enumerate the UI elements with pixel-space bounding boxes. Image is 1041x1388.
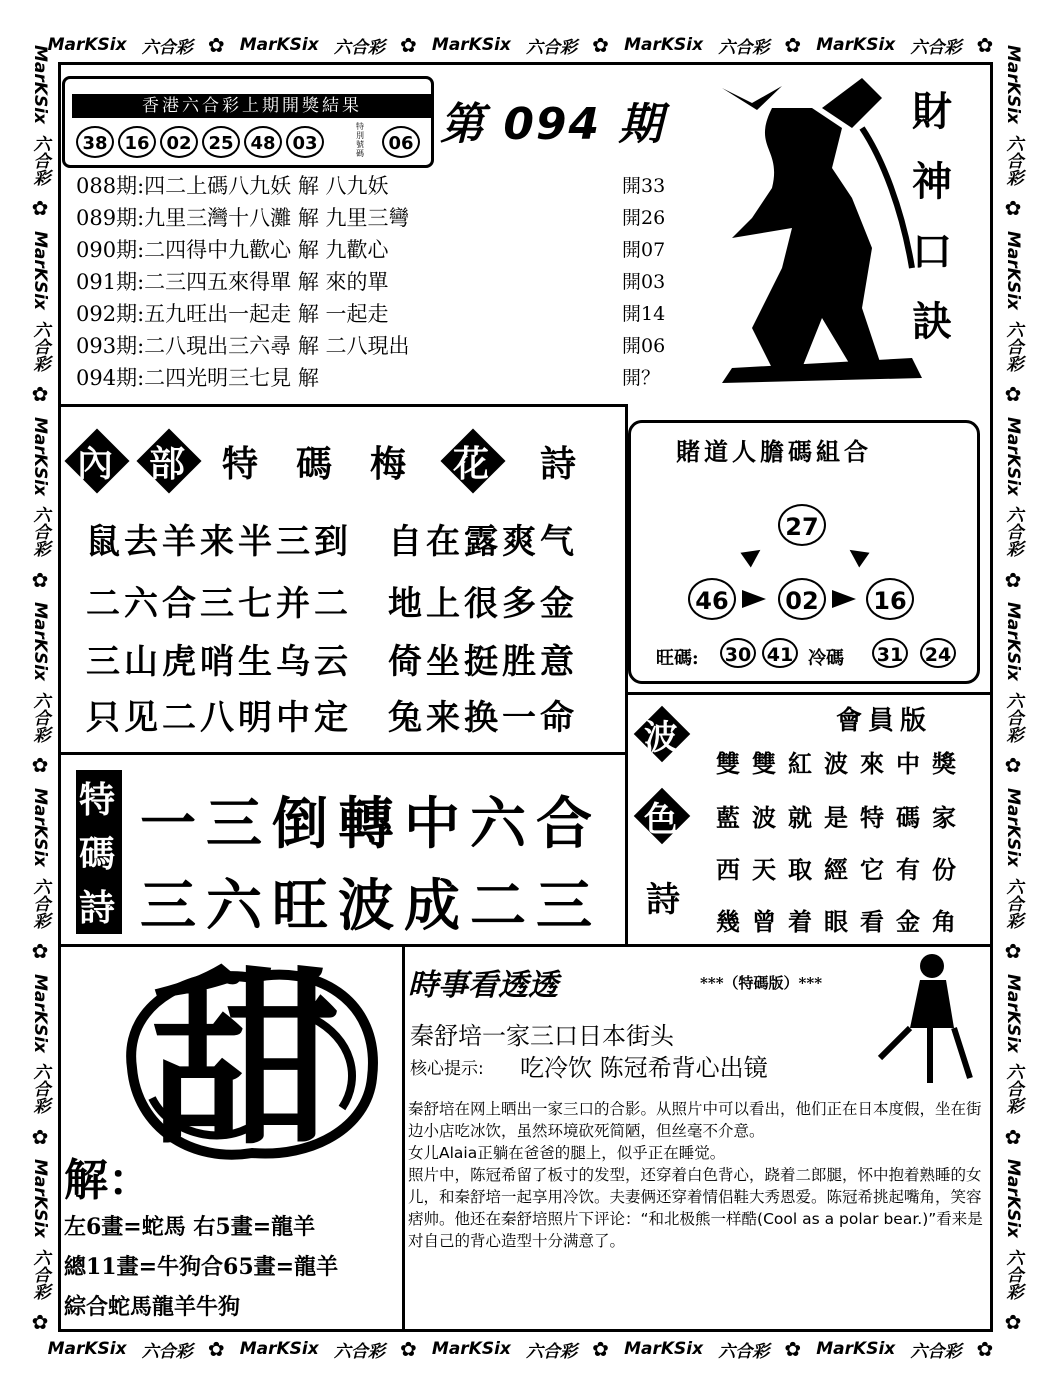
border-chinese-text: 六合彩 (718, 37, 770, 58)
history-row: 090期:二四得中九歡心 解 九歡心 (76, 238, 389, 262)
model-figure-icon (870, 948, 985, 1088)
border-chinese-text: 六合彩 (141, 1341, 193, 1362)
riddle-line: 綜合蛇馬龍羊牛狗 (64, 1294, 241, 1320)
plum-poem-left: 只见二八明中定 (86, 698, 352, 738)
cold-ball: 24 (920, 638, 956, 668)
news-headline: 秦舒培一家三口日本街头 (410, 1022, 674, 1050)
flower-icon: ✿ (31, 753, 49, 778)
combo-title: 賭道人膽碼組合 (676, 437, 872, 466)
border-chinese-text: 六合彩 (29, 320, 50, 372)
border-chinese-text: 六合彩 (526, 37, 578, 58)
history-row: 093期:二八現出三六尋 解 二八現出 (76, 334, 410, 358)
plum-title-char: 詩 (540, 443, 577, 485)
history-open: 開06 (622, 335, 666, 357)
plum-title-char: 梅 (370, 443, 407, 485)
border-chinese-text: 六合彩 (1002, 134, 1023, 186)
results-box (62, 76, 434, 168)
special-poem-label-char: 詩 (79, 887, 116, 929)
riddle-solve-label: 解： (64, 1155, 152, 1206)
hot-ball: 30 (720, 638, 756, 668)
news-tag: ***（特碼版）*** (700, 974, 823, 992)
wave-label-char: 波 (644, 718, 678, 758)
wave-poem-line: 藍波就是特碼家 (716, 803, 968, 832)
flower-icon: ✿ (1004, 753, 1022, 778)
hero-title-char: 訣 (912, 298, 952, 345)
history-open: 開33 (622, 175, 666, 197)
plum-poem-right: 自在露爽气 (388, 522, 578, 562)
flower-icon: ✿ (31, 939, 49, 964)
border-chinese-text: 六合彩 (1002, 506, 1023, 558)
wave-label-char: 詩 (646, 880, 680, 920)
border-brand-text: MarKSix (1003, 973, 1023, 1053)
border-brand-text: MarKSix (624, 1339, 704, 1359)
border-brand-text: MarKSix (431, 35, 511, 55)
flower-icon: ✿ (207, 1337, 225, 1361)
special-ball: 06 (382, 126, 420, 158)
border-brand-text: MarKSix (431, 1339, 511, 1359)
divider-vertical-bottom (402, 944, 405, 1332)
riddle-glyph: 甜 (150, 948, 341, 1171)
border-brand-text: MarKSix (30, 1159, 50, 1239)
border-brand-text: MarKSix (30, 787, 50, 867)
history-open: 開14 (622, 303, 666, 325)
combo-ball-right: 16 (866, 578, 914, 620)
hero-title-char: 神 (912, 158, 952, 205)
flower-icon: ✿ (1004, 939, 1022, 964)
result-ball: 03 (286, 126, 324, 158)
special-poem-line: 三六旺波成二三 (140, 873, 602, 939)
bottom-border-strip (40, 1334, 1001, 1364)
news-title: 時事看透透 (408, 968, 558, 1003)
special-poem-label-char: 特 (79, 779, 116, 821)
border-brand-text: MarKSix (30, 416, 50, 496)
history-row: 091期:二三四五來得單 解 來的單 (76, 270, 389, 294)
history-row: 092期:五九旺出一起走 解 一起走 (76, 302, 389, 326)
cold-label: 冷碼 (808, 648, 844, 669)
history-open: 開26 (622, 207, 666, 229)
border-chinese-text: 六合彩 (333, 37, 385, 58)
result-ball: 16 (118, 126, 156, 158)
riddle-line: 總11畫=牛狗合65畫=龍羊 (64, 1254, 339, 1280)
wave-poem-line: 西天取經它有份 (716, 855, 968, 884)
flower-icon: ✿ (976, 1337, 994, 1361)
border-chinese-text: 六合彩 (1002, 1063, 1023, 1115)
border-brand-text: MarKSix (1003, 1159, 1023, 1239)
result-ball: 38 (76, 126, 114, 158)
special-number-label: 特別號碼 (356, 122, 364, 158)
hot-ball: 41 (762, 638, 798, 668)
plum-title-char: 碼 (296, 443, 333, 485)
border-chinese-text: 六合彩 (1002, 1248, 1023, 1300)
divider-wave (628, 692, 993, 695)
hero-title-char: 財 (912, 88, 952, 135)
combo-ball-center: 02 (778, 578, 826, 620)
divider-middle (58, 944, 993, 947)
flower-icon: ✿ (31, 196, 49, 221)
border-chinese-text: 六合彩 (29, 1063, 50, 1115)
hero-title-char: 口 (912, 228, 952, 275)
top-border-strip (40, 30, 1001, 60)
plum-title-char: 花 (453, 443, 490, 485)
combo-ball-left: 46 (688, 578, 736, 620)
wave-poem-line: 雙雙紅波來中獎 (716, 749, 968, 778)
wave-poem-line: 幾曾着眼看金角 (716, 907, 968, 936)
flower-icon: ✿ (1004, 1124, 1022, 1149)
flower-icon: ✿ (31, 1310, 49, 1335)
history-row: 094期:二四光明三七見 解 (76, 366, 319, 390)
plum-poem-right: 地上很多金 (388, 584, 578, 624)
flower-icon: ✿ (1004, 196, 1022, 221)
border-brand-text: MarKSix (30, 602, 50, 682)
result-ball: 02 (160, 126, 198, 158)
flower-icon: ✿ (400, 33, 417, 57)
news-paragraph: 女儿Alaia正躺在爸爸的腿上，似乎正在睡觉。 (408, 1144, 726, 1162)
result-ball: 25 (202, 126, 240, 158)
border-brand-text: MarKSix (1003, 45, 1023, 125)
border-brand-text: MarKSix (816, 1339, 896, 1359)
flower-icon: ✿ (976, 33, 994, 57)
news-hint-label: 核心提示: (410, 1059, 484, 1079)
news-paragraph: 照片中，陈冠希留了板寸的发型，还穿着白色背心，跷着二郎腿，怀中抱着熟睡的女儿，和秦舒培一起享用冷饮。夫妻俩还穿着情侣鞋大秀恩爱。陈冠希挑起嘴角，笑容痞帅。他还在秦舒培照片下评论：“和北极熊一样酷(Cool as a polar bear.)”看来是对自己的背心造型十分满意了。 (408, 1166, 983, 1250)
plum-title-char: 部 (149, 443, 186, 485)
border-chinese-text: 六合彩 (29, 134, 50, 186)
border-brand-text: MarKSix (239, 1339, 319, 1359)
history-row: 088期:四二上碼八九妖 解 八九妖 (76, 174, 389, 198)
plum-poem-right: 兔来换一命 (388, 698, 578, 738)
plum-poem-right: 倚坐挺胜意 (388, 642, 578, 682)
border-chinese-text: 六合彩 (718, 1341, 770, 1362)
border-brand-text: MarKSix (47, 35, 127, 55)
riddle-line: 左6畫=蛇馬 右5畫=龍羊 (64, 1214, 316, 1240)
flower-icon: ✿ (31, 382, 49, 407)
arrow-right-icon (742, 590, 766, 608)
news-hint: 吃冷饮 陈冠希背心出镜 (520, 1054, 768, 1082)
flower-icon: ✿ (31, 1124, 49, 1149)
left-border-strip (22, 40, 58, 1340)
flower-icon: ✿ (31, 567, 49, 592)
border-brand-text: MarKSix (624, 35, 704, 55)
border-chinese-text: 六合彩 (333, 1341, 385, 1362)
history-open: 開？ (622, 367, 661, 389)
special-poem-line: 一三倒轉中六合 (140, 791, 602, 857)
flower-icon: ✿ (592, 33, 609, 57)
plum-poem-left: 鼠去羊来半三到 (86, 522, 352, 562)
border-brand-text: MarKSix (816, 35, 896, 55)
border-brand-text: MarKSix (30, 973, 50, 1053)
plum-title-char: 特 (222, 443, 259, 485)
issue-number: 第 094 期 (440, 99, 665, 150)
border-chinese-text: 六合彩 (29, 877, 50, 929)
history-row: 089期:九里三灣十八灘 解 九里三彎 (76, 206, 410, 230)
special-poem-label-char: 碼 (79, 833, 116, 875)
flower-icon: ✿ (207, 33, 225, 57)
border-chinese-text: 六合彩 (1002, 877, 1023, 929)
flower-icon: ✿ (592, 1337, 609, 1361)
news-paragraph: 秦舒培在网上晒出一家三口的合影。从照片中可以看出，他们正在日本度假，坐在街边小店吃冰饮，虽然环境砍死简陋，但丝毫不介意。 (408, 1100, 982, 1140)
flower-icon: ✿ (1004, 567, 1022, 592)
plum-poem-left: 三山虎哨生乌云 (86, 642, 352, 682)
border-chinese-text: 六合彩 (29, 1248, 50, 1300)
arrow-right-icon (832, 590, 856, 608)
divider-history (58, 404, 628, 407)
flower-icon: ✿ (400, 1337, 417, 1361)
border-chinese-text: 六合彩 (1002, 691, 1023, 743)
combo-ball-top: 27 (778, 504, 826, 546)
flower-icon: ✿ (784, 33, 802, 57)
border-chinese-text: 六合彩 (1002, 320, 1023, 372)
right-border-strip (995, 40, 1031, 1340)
border-brand-text: MarKSix (1003, 416, 1023, 496)
wave-label-char: 色 (644, 800, 678, 840)
flower-icon: ✿ (1004, 382, 1022, 407)
border-brand-text: MarKSix (30, 230, 50, 310)
border-brand-text: MarKSix (1003, 230, 1023, 310)
border-brand-text: MarKSix (1003, 602, 1023, 682)
plum-title-char: 內 (77, 443, 114, 485)
border-chinese-text: 六合彩 (910, 37, 962, 58)
results-title: 香港六合彩上期開獎結果 (72, 94, 432, 118)
flower-icon: ✿ (784, 1337, 802, 1361)
border-chinese-text: 六合彩 (141, 37, 193, 58)
wave-edition: 會員版 (836, 706, 933, 736)
result-ball: 48 (244, 126, 282, 158)
divider-plum (58, 752, 628, 755)
border-chinese-text: 六合彩 (910, 1341, 962, 1362)
border-chinese-text: 六合彩 (29, 691, 50, 743)
border-brand-text: MarKSix (1003, 787, 1023, 867)
border-chinese-text: 六合彩 (526, 1341, 578, 1362)
plum-poem-left: 二六合三七并二 (86, 584, 352, 624)
history-open: 開03 (622, 271, 666, 293)
border-chinese-text: 六合彩 (29, 506, 50, 558)
border-brand-text: MarKSix (30, 45, 50, 125)
border-brand-text: MarKSix (239, 35, 319, 55)
hot-label: 旺碼: (656, 648, 699, 669)
cold-ball: 31 (872, 638, 908, 668)
flower-icon: ✿ (1004, 1310, 1022, 1335)
history-open: 開07 (622, 239, 666, 261)
border-brand-text: MarKSix (47, 1339, 127, 1359)
